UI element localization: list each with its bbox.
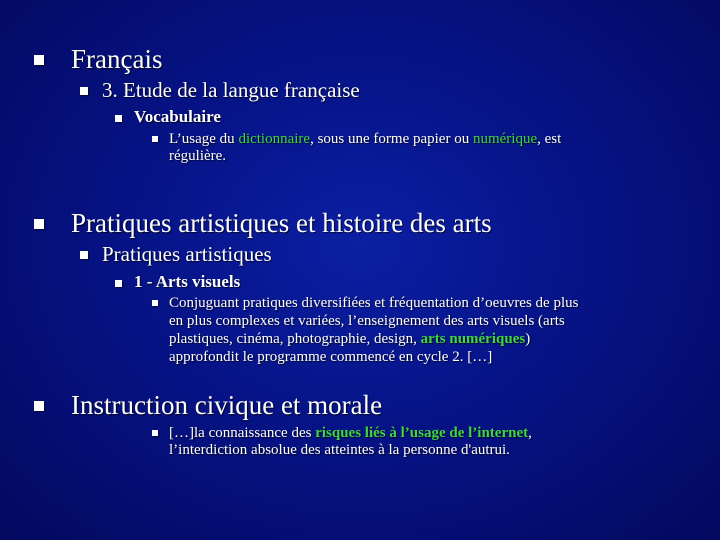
heading-instruction-civique: Instruction civique et morale: [71, 390, 383, 420]
text-segment: ): [525, 331, 531, 347]
highlight-dictionnaire: dictionnaire: [238, 131, 311, 147]
level4-bullet: [152, 300, 158, 306]
text-segment: plastiques, cinéma, photographie, design,: [169, 331, 421, 347]
arts-visuels-text-line4: approfondit le programme commencé en cycle 2. […]: [169, 349, 493, 365]
arts-visuels-text-line2: en plus complexes et variées, l’enseignement des arts visuels (arts: [169, 313, 565, 329]
subheading-arts-visuels: 1 - Arts visuels: [134, 272, 241, 291]
arts-visuels-text-line1: Conjuguant pratiques diversifiées et fréquentation d’oeuvres de plus: [169, 295, 579, 311]
text-segment: , sous une forme papier ou: [310, 131, 473, 147]
vocabulaire-text-line2: régulière.: [169, 148, 227, 164]
level1-bullet: [34, 401, 44, 411]
level3-bullet: [115, 280, 122, 287]
heading-francais: Français: [71, 44, 163, 74]
level1-bullet: [34, 55, 44, 65]
level4-bullet: [152, 136, 158, 142]
highlight-arts-numeriques: arts numériques: [420, 331, 526, 347]
text-segment: , est: [537, 131, 562, 147]
text-segment: […]la connaissance des: [169, 425, 316, 441]
subheading-pratiques-artistiques: Pratiques artistiques: [102, 242, 272, 266]
instruction-text-line2: l’interdiction absolue des atteintes à la personne d'autrui.: [169, 442, 510, 458]
arts-visuels-text-line3: [169, 331, 530, 347]
text-segment: L’usage du: [169, 131, 239, 147]
level3-bullet: [115, 115, 122, 122]
level1-bullet: [34, 219, 44, 229]
level4-bullet: [152, 430, 158, 436]
subheading-vocabulaire: Vocabulaire: [134, 107, 221, 126]
vocabulaire-text-line1: [169, 131, 561, 147]
text-segment: ,: [528, 425, 532, 441]
heading-pratiques-artistiques-histoire: Pratiques artistiques et histoire des arts: [71, 208, 492, 238]
level2-bullet: [80, 251, 88, 259]
subheading-etude-langue: 3. Etude de la langue française: [102, 78, 360, 102]
highlight-numerique: numérique: [472, 131, 538, 147]
highlight-risques-internet: risques liés à l’usage de l’internet: [315, 425, 529, 441]
instruction-text-line1: [169, 425, 532, 441]
level2-bullet: [80, 87, 88, 95]
